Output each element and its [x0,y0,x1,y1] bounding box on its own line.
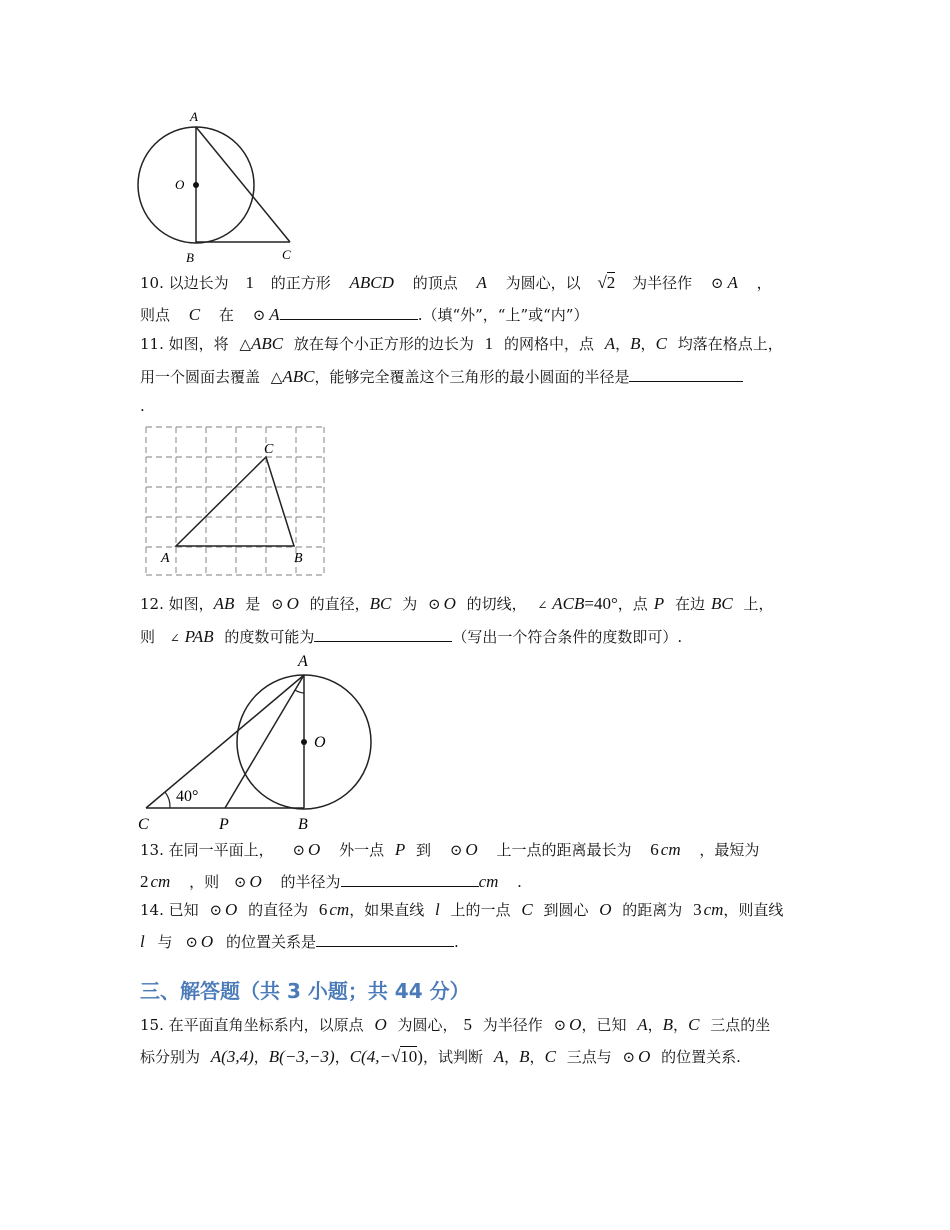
label-a: A [298,653,308,670]
q11-number: 11. [140,335,164,353]
label-c: C [264,442,274,457]
section-heading: 三、解答题（共 3 小题；共 44 分） [140,979,470,1003]
q13-number: 13. [140,841,164,859]
q15-line1: 15. 在平面直角坐标系内，以原点 O 为圆心， 5 为半径作 ⊙ O，已知 A，B，C 三点的坐 [140,1015,771,1034]
q10-line2: 则点 C 在 ⊙ A .（填“外”，“上”或“内”） [140,305,589,324]
q12-line2: 则 ∠ PAB 的度数可能为 （写出一个符合条件的度数即可）. [140,627,683,646]
angle-arc-a [295,690,304,693]
label-a: A [190,109,198,124]
q11-line2: 用一个圆面去覆盖 △ABC，能够完全覆盖这个三角形的最小圆面的半径是 [140,366,743,387]
q12-line1: 12. 如图，AB 是 ⊙ O 的直径，BC 为 ⊙ O 的切线， ∠ ACB=40°，点 P 在边 BC 上， [140,594,774,613]
circle-dot-symbol: ⊙ [710,274,724,292]
label-b: B [294,551,303,566]
sqrt-2: √2 [597,273,616,292]
q11-line1: 11. 如图，将 △ABC 放在每个小正方形的边长为 1 的网格中，点 A，B，C 均落在格点上， [140,334,783,353]
center-dot [301,739,307,745]
label-o: O [175,177,185,192]
label-b: B [186,250,194,265]
answer-blank[interactable] [316,931,454,947]
segment-ac [196,127,290,242]
triangle-abc [176,457,294,546]
figure-grid-triangle [140,420,330,582]
q12-number: 12. [140,595,164,613]
q14-number: 14. [140,901,164,919]
q10-number: 10. [140,274,164,292]
answer-blank[interactable] [629,366,743,382]
point-a-coords: A(3,4) [210,1047,254,1066]
point-c-coords: C(4,−√10) [349,1047,423,1066]
q13-line1: 13. 在同一平面上， ⊙ O 外一点 P 到 ⊙ O 上一点的距离最长为 6 cm ，最短为 [140,840,760,859]
q15-number: 15. [140,1016,164,1034]
q14-line2: l 与 ⊙ O 的位置关系是 . [140,932,459,951]
q13-line2: 2 cm ，则 ⊙ O 的半径为 cm . [140,872,522,891]
q10-line1: 10. 以边长为 1 的正方形 ABCD 的顶点 A 为圆心，以 √2 为半径作 ⊙ A ， [140,273,772,292]
answer-blank[interactable] [314,626,452,642]
label-b: B [298,816,308,833]
label-o: O [314,734,326,751]
angle-label: 40° [176,788,199,805]
circle-dot-symbol: ⊙ [252,306,266,324]
q11-line3: . [140,397,145,415]
q14-line1: 14. 已知 ⊙ O 的直径为 6 cm，如果直线 l 上的一点 C 到圆心 O 的距离为 3 cm，则直线 [140,900,784,919]
angle-arc-c [165,792,170,808]
figure-tangent-angle [130,650,390,840]
label-p: P [219,816,229,833]
answer-blank[interactable] [341,871,479,887]
center-dot [193,182,199,188]
label-c: C [138,816,149,833]
figure-circle-tangent [130,105,300,270]
q15-line2: 标分别为 A(3,4)，B(−3,−3)，C(4,−√10)，试判断 A，B，C 三点与 ⊙ O 的位置关系. [140,1047,741,1066]
label-c: C [282,247,291,262]
answer-blank[interactable] [280,304,418,320]
line-ca [146,675,304,808]
point-b-coords: B(−3,−3) [268,1047,335,1066]
label-a: A [161,551,170,566]
